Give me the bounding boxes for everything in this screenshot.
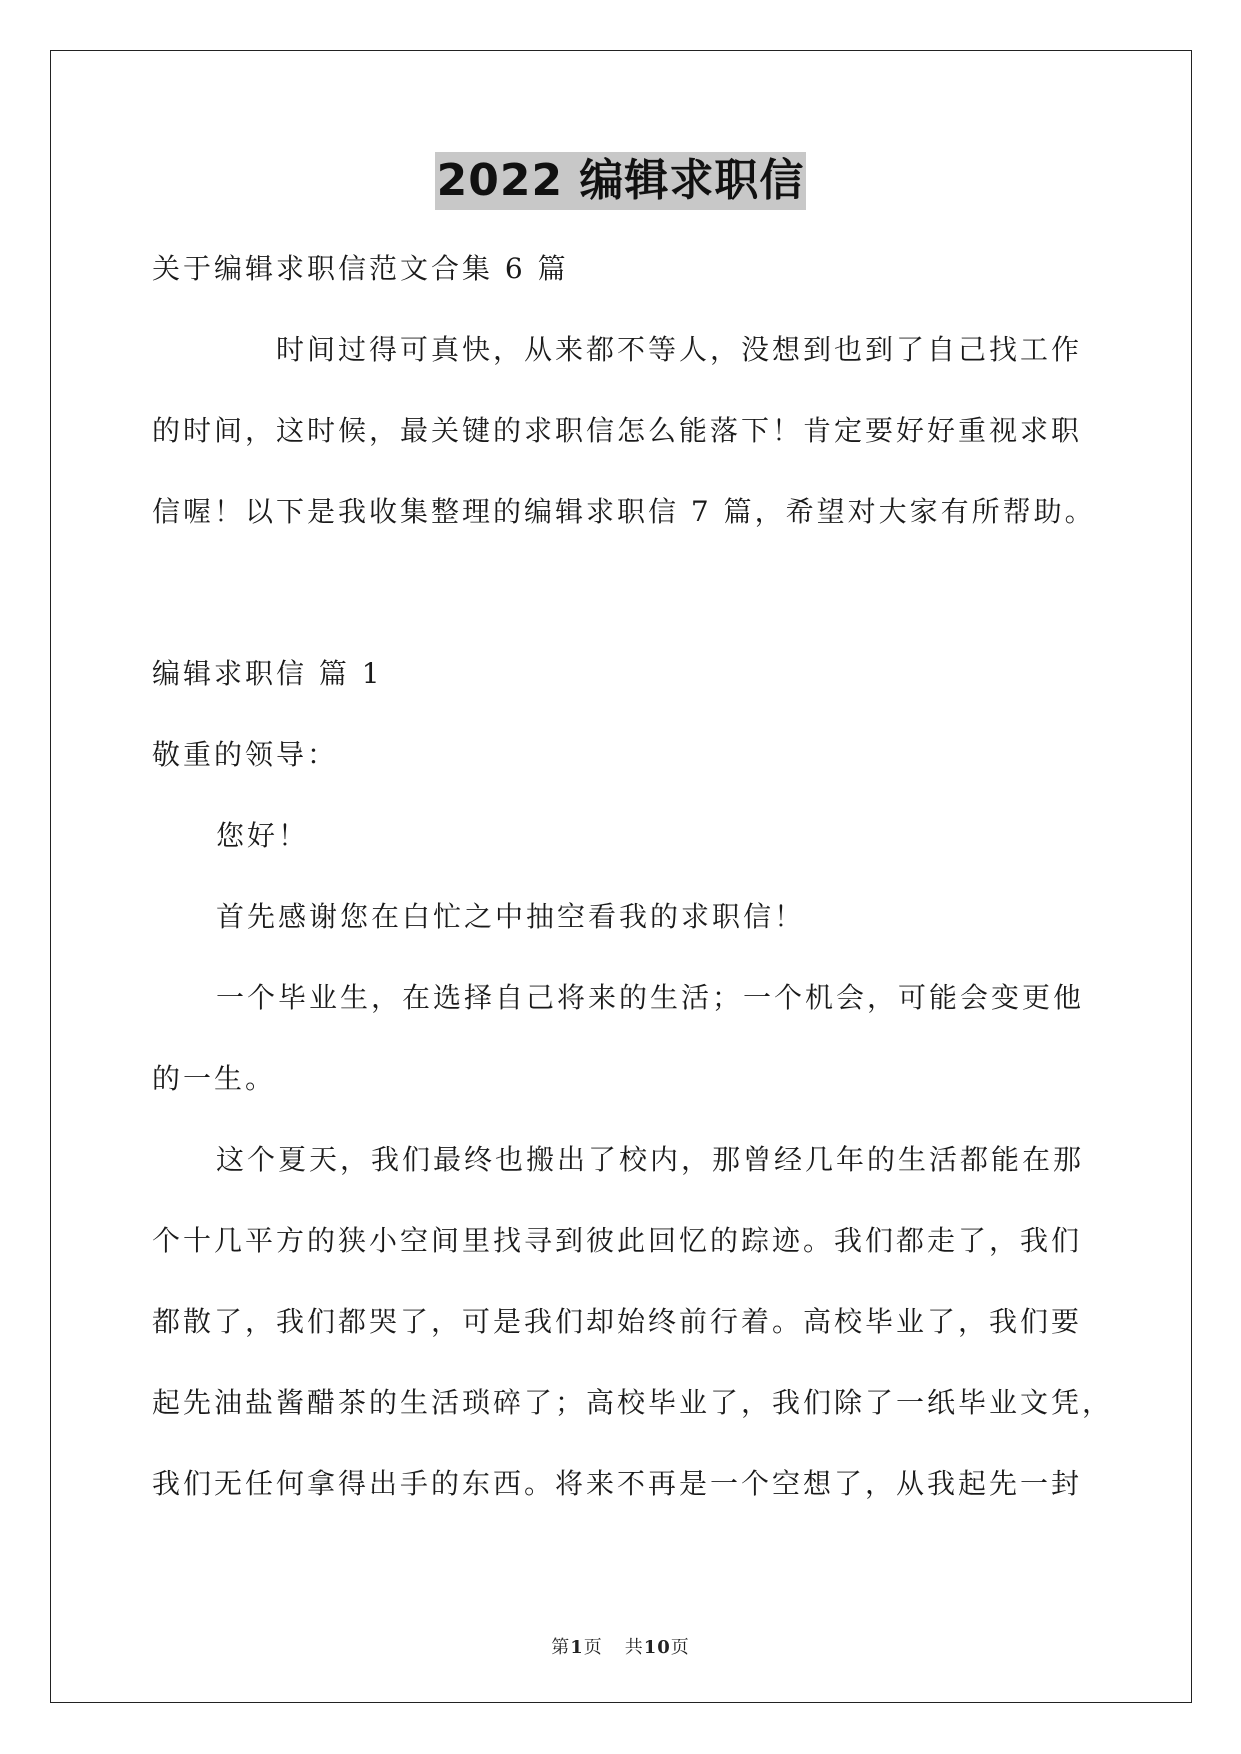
- page-prefix: 第: [551, 1637, 571, 1658]
- document-title: 2022 编辑求职信: [435, 152, 807, 210]
- paragraph-line: 这个夏天，我们最终也搬出了校内，那曾经几年的生活都能在那: [216, 1143, 1085, 1176]
- document-body: [152, 228, 1114, 1524]
- page-footer: [0, 1633, 1241, 1659]
- section-heading: 编辑求职信 篇 1: [152, 657, 383, 690]
- page-suffix: 页: [583, 1637, 603, 1658]
- intro-line: 信喔！以下是我收集整理的编辑求职信 7 篇，希望对大家有所帮助。: [152, 495, 1096, 528]
- paragraph-line: 首先感谢您在白忙之中抽空看我的求职信！: [216, 900, 806, 933]
- paragraph-line: 都散了，我们都哭了，可是我们却始终前行着。高校毕业了，我们要: [152, 1305, 1083, 1338]
- page-number: 1: [570, 1637, 584, 1658]
- greeting: 您好！: [216, 819, 310, 852]
- paragraph-line: 我们无任何拿得出手的东西。将来不再是一个空想了，从我起先一封: [152, 1467, 1083, 1500]
- intro-line: 时间过得可真快，从来都不等人，没想到也到了自己找工作: [276, 333, 1083, 366]
- total-prefix: 共: [624, 1637, 644, 1658]
- total-suffix: 页: [670, 1637, 690, 1658]
- spacer: [152, 552, 1092, 633]
- intro-line: 的时间，这时候，最关键的求职信怎么能落下！肯定要好好重视求职: [152, 414, 1083, 447]
- paragraph-line: 一个毕业生，在选择自己将来的生活；一个机会，可能会变更他: [216, 981, 1085, 1014]
- salutation: 敬重的领导：: [152, 738, 339, 771]
- paragraph-line: 起先油盐酱醋茶的生活琐碎了；高校毕业了，我们除了一纸毕业文凭，: [152, 1386, 1114, 1419]
- title-container: [0, 152, 1241, 210]
- subtitle: 关于编辑求职信范文合集 6 篇: [152, 252, 569, 285]
- paragraph-line: 个十几平方的狭小空间里找寻到彼此回忆的踪迹。我们都走了，我们: [152, 1224, 1083, 1257]
- total-pages: 10: [643, 1637, 671, 1658]
- paragraph-line: 的一生。: [152, 1062, 277, 1095]
